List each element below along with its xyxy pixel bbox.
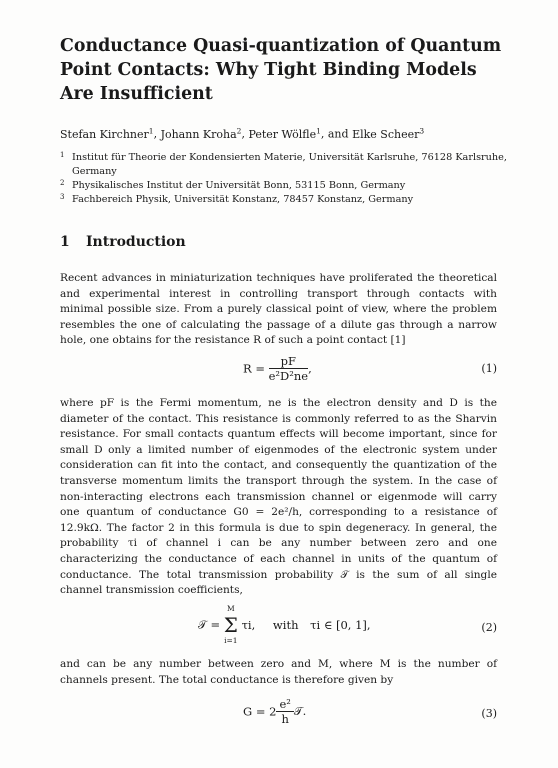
- section-number: 1: [60, 234, 70, 250]
- affiliation: 3 Fachbereich Physik, Universität Konstanz, 78457 Konstanz, Germany: [60, 193, 414, 205]
- author: Peter Wölfle$^1$: [248, 126, 321, 141]
- body-paragraph: Recent advances in miniaturization techniques have proliferated the theoretical and experimental interest in controlling transport through contacts with minimal possible size. From a purely classical point of view, where the problem resembles the one of calculating the passage of a dilute gas through a narrow hole, one obtains for the resistance R of such a point contact [1]: [60, 272, 497, 347]
- body-paragraph: where pF is the Fermi momentum, ne is the electron density and D is the diameter of the contact. This resistance is commonly referred to as the Sharvin resistance. For small contacts quantum effects will become important, since for small D only a limited number of eigenmodes of the electronic system under consideration can fit into the contact, and consequently the quantization of the transverse momentum limits the transport through the system. In the case of non-interacting electrons each transmission channel or eigenmode will carry one quantum of conductance G0 = 2e²/h, corresponding to a resistance of 12.9kΩ. The factor 2 in this formula is due to spin degeneracy. In general, the probability τi of channel i can be any number between zero and one characterizing the conductance of each channel in units of the quantum of conductance. The total transmission probability 𝒯 is the sum of all single channel transmission coefficients,: [60, 397, 497, 597]
- paper-title: Conductance Quasi-quantization of Quantum Point Contacts: Why Tight Binding Models Are Insufficient: [60, 36, 502, 104]
- section-heading: [60, 234, 186, 250]
- body-paragraph: and can be any number between zero and M, where M is the number of channels present. The total conductance is therefore given by: [60, 658, 497, 686]
- equation-2: 𝒯 = M Σ i=1 τi, with τi ∈ [0, 1], (2): [198, 604, 497, 645]
- equation-number: (1): [481, 362, 497, 375]
- author: Stefan Kirchner$^1$: [60, 126, 154, 141]
- affiliation: 1 Institut für Theorie der Kondensierten Materie, Universität Karlsruhe, 76128 Karlsruhe, Germany: [60, 151, 507, 177]
- author-list: Stefan Kirchner$^1$, Johann Kroha$^2$, Peter Wölfle$^1$, and Elke Scheer$^3$: [60, 126, 425, 141]
- section-title: Introduction: [86, 234, 186, 250]
- equation-3: G = 2 $\frac{\text{e²}}{h}$ 𝒯. (3): [243, 697, 497, 726]
- equation-number: (3): [481, 707, 497, 720]
- equation-1: R = $\frac{pF}{\text{e²D²ne}}$ , (1): [243, 354, 497, 383]
- affiliation: 2 Physikalisches Institut der Universität Bonn, 53115 Bonn, Germany: [60, 179, 406, 191]
- author: Elke Scheer$^3$: [352, 126, 425, 141]
- author: Johann Kroha$^2$: [160, 126, 242, 141]
- equation-number: (2): [481, 621, 497, 634]
- affiliation-list: [60, 151, 530, 207]
